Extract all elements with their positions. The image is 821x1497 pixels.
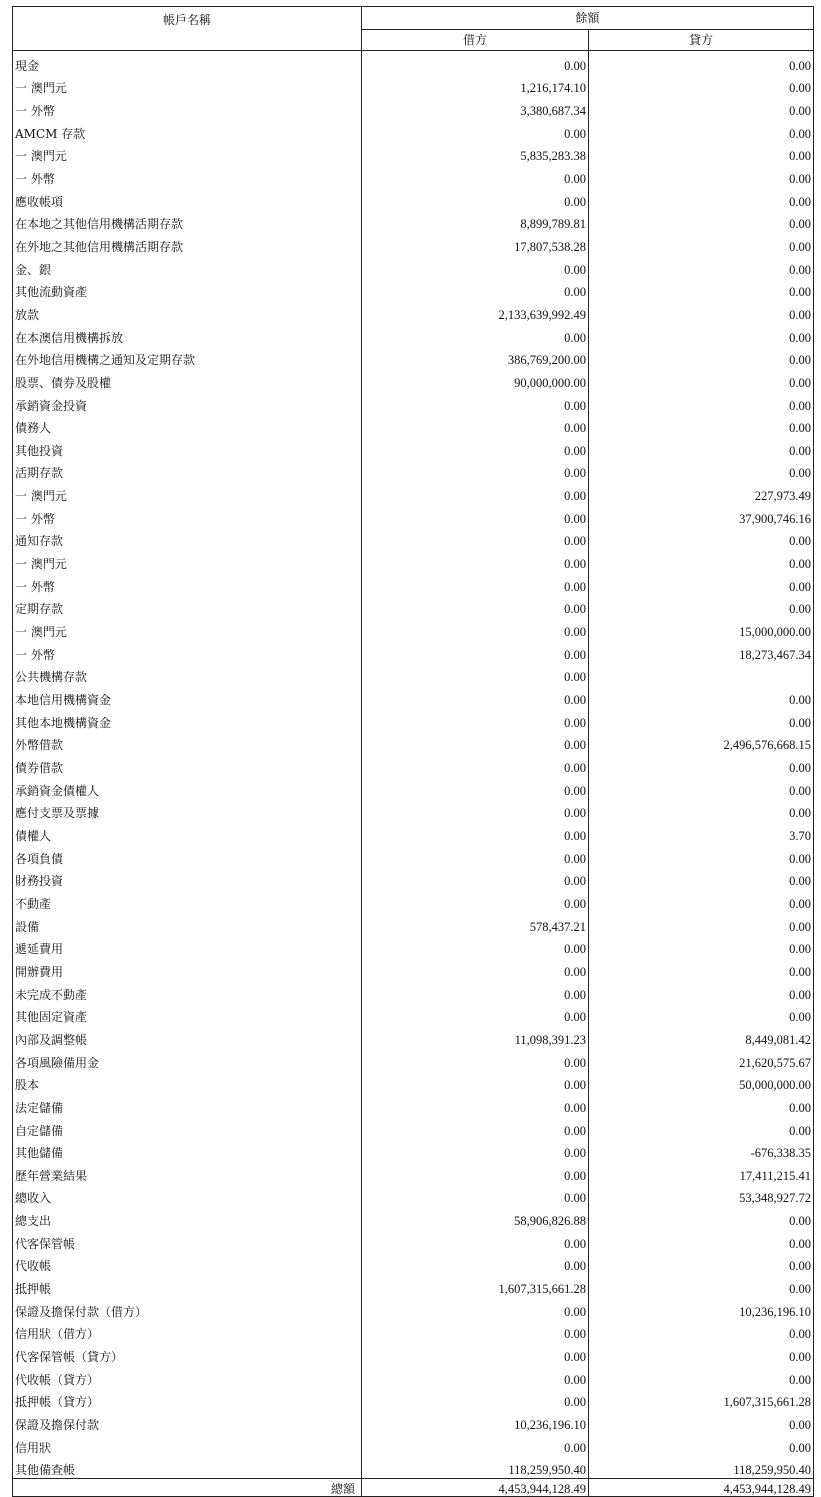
table-row (13, 799, 814, 822)
credit-cell: 0.00 (589, 255, 814, 278)
credit-cell: 0.00 (589, 74, 814, 97)
account-name-cell: 一 澳門元 (13, 481, 362, 504)
account-name-cell: 股本 (13, 1071, 362, 1094)
debit-cell: 5,835,283.38 (362, 142, 589, 165)
table-row (13, 572, 814, 595)
credit-cell: 0.00 (589, 210, 814, 233)
credit-cell: 0.00 (589, 232, 814, 255)
debit-cell: 0.00 (362, 1433, 589, 1456)
account-name-cell: 抵押帳 (13, 1274, 362, 1297)
debit-cell: 90,000,000.00 (362, 368, 589, 391)
table-row (13, 1184, 814, 1207)
total-row (13, 1479, 814, 1497)
table-row (13, 1388, 814, 1411)
credit-cell: 0.00 (589, 1116, 814, 1139)
table-row (13, 391, 814, 414)
debit-cell: 0.00 (362, 187, 589, 210)
table-row (13, 368, 814, 391)
table-row (13, 980, 814, 1003)
credit-cell: 0.00 (589, 527, 814, 550)
account-name-header: 帳戶名稱 (13, 7, 362, 51)
account-name-cell: AMCM 存款 (13, 119, 362, 142)
table-header (13, 7, 814, 51)
total-credit: 4,453,944,128.49 (589, 1479, 814, 1497)
table-row (13, 436, 814, 459)
debit-cell: 0.00 (362, 436, 589, 459)
debit-cell: 0.00 (362, 1116, 589, 1139)
table-row (13, 731, 814, 754)
table-row (13, 617, 814, 640)
table-row (13, 1048, 814, 1071)
table-row (13, 1071, 814, 1094)
credit-cell: 227,973.49 (589, 481, 814, 504)
account-name-cell: 在本澳信用機構拆放 (13, 323, 362, 346)
debit-cell: 0.00 (362, 1388, 589, 1411)
credit-cell: 0.00 (589, 1410, 814, 1433)
credit-cell: 0.00 (589, 1365, 814, 1388)
debit-header: 借方 (362, 30, 589, 51)
credit-cell: 0.00 (589, 708, 814, 731)
debit-cell: 0.00 (362, 1093, 589, 1116)
credit-cell: 0.00 (589, 1003, 814, 1026)
table-row (13, 1320, 814, 1343)
credit-cell: 10,236,196.10 (589, 1297, 814, 1320)
debit-cell: 0.00 (362, 1229, 589, 1252)
account-name-cell: 保證及擔保付款（借方） (13, 1297, 362, 1320)
debit-cell: 0.00 (362, 391, 589, 414)
account-name-cell: 一 外幣 (13, 164, 362, 187)
account-name-cell: 一 外幣 (13, 572, 362, 595)
debit-cell: 0.00 (362, 1320, 589, 1343)
account-name-cell: 信用狀 (13, 1433, 362, 1456)
trial-balance-sheet (12, 6, 813, 1497)
table-row (13, 323, 814, 346)
debit-cell: 0.00 (362, 1139, 589, 1162)
debit-cell: 0.00 (362, 255, 589, 278)
debit-cell: 3,380,687.34 (362, 96, 589, 119)
debit-cell: 0.00 (362, 821, 589, 844)
credit-cell: 0.00 (589, 1342, 814, 1365)
account-name-cell: 各項負債 (13, 844, 362, 867)
credit-header: 貸方 (589, 30, 814, 51)
account-name-cell: 信用狀（借方） (13, 1320, 362, 1343)
account-name-cell: 其他固定資產 (13, 1003, 362, 1026)
debit-cell: 0.00 (362, 527, 589, 550)
table-row (13, 1161, 814, 1184)
debit-cell: 0.00 (362, 1365, 589, 1388)
table-row (13, 1297, 814, 1320)
account-name-cell: 設備 (13, 912, 362, 935)
table-row (13, 1003, 814, 1026)
debit-cell: 0.00 (362, 935, 589, 958)
debit-cell: 0.00 (362, 572, 589, 595)
table-row (13, 1025, 814, 1048)
credit-cell: 0.00 (589, 96, 814, 119)
table-row (13, 935, 814, 958)
credit-cell: 0.00 (589, 323, 814, 346)
credit-cell: 0.00 (589, 1433, 814, 1456)
account-name-cell: 金、銀 (13, 255, 362, 278)
credit-cell: 2,496,576,668.15 (589, 731, 814, 754)
account-name-cell: 代客保管帳（貸方） (13, 1342, 362, 1365)
account-name-cell: 一 外幣 (13, 504, 362, 527)
credit-cell: 3.70 (589, 821, 814, 844)
account-name-cell: 其他流動資產 (13, 278, 362, 301)
debit-cell: 2,133,639,992.49 (362, 300, 589, 323)
table-row (13, 414, 814, 437)
account-name-cell: 應收帳項 (13, 187, 362, 210)
credit-cell: 15,000,000.00 (589, 617, 814, 640)
account-name-cell: 代收帳 (13, 1252, 362, 1275)
account-name-cell: 未完成不動產 (13, 980, 362, 1003)
table-row (13, 164, 814, 187)
account-name-cell: 一 澳門元 (13, 617, 362, 640)
account-name-cell: 定期存款 (13, 595, 362, 618)
debit-cell: 118,259,950.40 (362, 1456, 589, 1479)
credit-cell: 0.00 (589, 1252, 814, 1275)
credit-cell: 0.00 (589, 391, 814, 414)
debit-cell: 0.00 (362, 504, 589, 527)
table-row (13, 1139, 814, 1162)
account-name-cell: 一 外幣 (13, 640, 362, 663)
credit-cell: 0.00 (589, 1229, 814, 1252)
credit-cell: 0.00 (589, 799, 814, 822)
account-name-cell: 其他投資 (13, 436, 362, 459)
debit-cell: 0.00 (362, 867, 589, 890)
account-name-cell: 不動產 (13, 889, 362, 912)
credit-cell: 0.00 (589, 278, 814, 301)
total-label: 總額 (13, 1479, 362, 1497)
debit-cell: 0.00 (362, 776, 589, 799)
table-row (13, 867, 814, 890)
account-name-cell: 其他備查帳 (13, 1456, 362, 1479)
debit-cell: 0.00 (362, 323, 589, 346)
table-row (13, 459, 814, 482)
account-name-cell: 外幣借款 (13, 731, 362, 754)
table-row (13, 1093, 814, 1116)
account-name-cell: 財務投資 (13, 867, 362, 890)
credit-cell: 0.00 (589, 776, 814, 799)
credit-cell: 0.00 (589, 300, 814, 323)
debit-cell: 0.00 (362, 1184, 589, 1207)
table-row (13, 481, 814, 504)
table-row (13, 210, 814, 233)
account-name-cell: 抵押帳（貸方） (13, 1388, 362, 1411)
table-row (13, 51, 814, 74)
debit-cell: 0.00 (362, 731, 589, 754)
account-name-cell: 一 澳門元 (13, 74, 362, 97)
table-row (13, 595, 814, 618)
account-name-cell: 公共機構存款 (13, 663, 362, 686)
credit-cell: 0.00 (589, 957, 814, 980)
table-row (13, 685, 814, 708)
table-row (13, 1274, 814, 1297)
credit-cell: 0.00 (589, 436, 814, 459)
table-row (13, 889, 814, 912)
table-row (13, 119, 814, 142)
account-name-cell: 一 澳門元 (13, 549, 362, 572)
total-debit: 4,453,944,128.49 (362, 1479, 589, 1497)
table-row (13, 776, 814, 799)
credit-cell: 0.00 (589, 164, 814, 187)
credit-cell: 21,620,575.67 (589, 1048, 814, 1071)
table-row (13, 549, 814, 572)
debit-cell: 1,216,174.10 (362, 74, 589, 97)
credit-cell: 0.00 (589, 595, 814, 618)
account-name-cell: 承銷資金債權人 (13, 776, 362, 799)
account-name-cell: 放款 (13, 300, 362, 323)
account-name-cell: 其他儲備 (13, 1139, 362, 1162)
debit-cell: 0.00 (362, 844, 589, 867)
account-name-cell: 通知存款 (13, 527, 362, 550)
debit-cell: 0.00 (362, 1342, 589, 1365)
account-name-cell: 現金 (13, 51, 362, 74)
account-name-cell: 一 外幣 (13, 96, 362, 119)
debit-cell: 58,906,826.88 (362, 1206, 589, 1229)
table-row (13, 346, 814, 369)
account-name-cell: 在本地之其他信用機構活期存款 (13, 210, 362, 233)
debit-cell: 0.00 (362, 1252, 589, 1275)
account-name-cell: 代收帳（貸方） (13, 1365, 362, 1388)
table-row (13, 957, 814, 980)
credit-cell: 17,411,215.41 (589, 1161, 814, 1184)
debit-cell: 0.00 (362, 685, 589, 708)
account-name-cell: 代客保管帳 (13, 1229, 362, 1252)
credit-cell: 0.00 (589, 685, 814, 708)
debit-cell: 0.00 (362, 51, 589, 74)
debit-cell: 0.00 (362, 640, 589, 663)
account-name-cell: 歷年營業結果 (13, 1161, 362, 1184)
table-row (13, 1433, 814, 1456)
credit-cell: 0.00 (589, 572, 814, 595)
credit-cell: 0.00 (589, 935, 814, 958)
account-name-cell: 承銷資金投資 (13, 391, 362, 414)
credit-cell: 37,900,746.16 (589, 504, 814, 527)
credit-cell: 0.00 (589, 119, 814, 142)
credit-cell: 0.00 (589, 1320, 814, 1343)
account-name-cell: 股票、債券及股權 (13, 368, 362, 391)
table-row (13, 1342, 814, 1365)
debit-cell: 0.00 (362, 957, 589, 980)
debit-cell: 0.00 (362, 980, 589, 1003)
credit-cell: 0.00 (589, 844, 814, 867)
table-row (13, 504, 814, 527)
account-name-cell: 債券借款 (13, 753, 362, 776)
balance-table (12, 6, 814, 1497)
table-row (13, 640, 814, 663)
credit-cell: 0.00 (589, 549, 814, 572)
table-row (13, 187, 814, 210)
debit-cell: 0.00 (362, 708, 589, 731)
credit-cell: 0.00 (589, 1206, 814, 1229)
credit-cell: 0.00 (589, 753, 814, 776)
credit-cell: 50,000,000.00 (589, 1071, 814, 1094)
account-name-cell: 債權人 (13, 821, 362, 844)
debit-cell: 8,899,789.81 (362, 210, 589, 233)
table-body (13, 51, 814, 1479)
table-row (13, 753, 814, 776)
account-name-cell: 保證及擔保付款 (13, 1410, 362, 1433)
credit-cell: 0.00 (589, 459, 814, 482)
table-row (13, 1229, 814, 1252)
credit-cell: 0.00 (589, 346, 814, 369)
table-row (13, 1206, 814, 1229)
table-row (13, 912, 814, 935)
account-name-cell: 總支出 (13, 1206, 362, 1229)
account-name-cell: 自定儲備 (13, 1116, 362, 1139)
debit-cell: 0.00 (362, 481, 589, 504)
credit-cell: 0.00 (589, 1274, 814, 1297)
account-name-cell: 開辦費用 (13, 957, 362, 980)
credit-cell: 0.00 (589, 142, 814, 165)
table-row (13, 300, 814, 323)
credit-cell: 0.00 (589, 51, 814, 74)
account-name-cell: 總收入 (13, 1184, 362, 1207)
debit-cell: 386,769,200.00 (362, 346, 589, 369)
debit-cell: 0.00 (362, 1161, 589, 1184)
table-row (13, 1116, 814, 1139)
credit-cell: 53,348,927.72 (589, 1184, 814, 1207)
debit-cell: 0.00 (362, 459, 589, 482)
credit-cell: 0.00 (589, 414, 814, 437)
table-row (13, 527, 814, 550)
debit-cell: 0.00 (362, 617, 589, 640)
account-name-cell: 遞延費用 (13, 935, 362, 958)
credit-cell (589, 663, 814, 686)
credit-cell: 18,273,467.34 (589, 640, 814, 663)
debit-cell: 0.00 (362, 595, 589, 618)
debit-cell: 10,236,196.10 (362, 1410, 589, 1433)
debit-cell: 0.00 (362, 1003, 589, 1026)
table-row (13, 821, 814, 844)
debit-cell: 0.00 (362, 1048, 589, 1071)
credit-cell: 0.00 (589, 889, 814, 912)
debit-cell: 11,098,391.23 (362, 1025, 589, 1048)
account-name-cell: 一 澳門元 (13, 142, 362, 165)
credit-cell: 0.00 (589, 867, 814, 890)
account-name-cell: 債務人 (13, 414, 362, 437)
table-row (13, 663, 814, 686)
table-row (13, 1456, 814, 1479)
credit-cell: 8,449,081.42 (589, 1025, 814, 1048)
debit-cell: 0.00 (362, 663, 589, 686)
debit-cell: 17,807,538.28 (362, 232, 589, 255)
account-name-cell: 在外地信用機構之通知及定期存款 (13, 346, 362, 369)
table-footer (13, 1479, 814, 1497)
account-name-cell: 其他本地機構資金 (13, 708, 362, 731)
account-name-cell: 內部及調整帳 (13, 1025, 362, 1048)
credit-cell: 0.00 (589, 912, 814, 935)
account-name-cell: 本地信用機構資金 (13, 685, 362, 708)
table-row (13, 844, 814, 867)
table-row (13, 708, 814, 731)
table-row (13, 1252, 814, 1275)
credit-cell: 118,259,950.40 (589, 1456, 814, 1479)
account-name-cell: 活期存款 (13, 459, 362, 482)
debit-cell: 0.00 (362, 549, 589, 572)
debit-cell: 0.00 (362, 414, 589, 437)
credit-cell: 0.00 (589, 980, 814, 1003)
debit-cell: 578,437.21 (362, 912, 589, 935)
debit-cell: 0.00 (362, 799, 589, 822)
debit-cell: 0.00 (362, 278, 589, 301)
table-row (13, 96, 814, 119)
table-row (13, 1365, 814, 1388)
credit-cell: 0.00 (589, 187, 814, 210)
account-name-cell: 法定儲備 (13, 1093, 362, 1116)
credit-cell: 0.00 (589, 368, 814, 391)
table-row (13, 232, 814, 255)
debit-cell: 0.00 (362, 1071, 589, 1094)
table-row (13, 1410, 814, 1433)
table-row (13, 278, 814, 301)
debit-cell: 0.00 (362, 164, 589, 187)
debit-cell: 0.00 (362, 119, 589, 142)
credit-cell: -676,338.35 (589, 1139, 814, 1162)
table-row (13, 74, 814, 97)
table-row (13, 255, 814, 278)
debit-cell: 0.00 (362, 889, 589, 912)
credit-cell: 0.00 (589, 1093, 814, 1116)
debit-cell: 1,607,315,661.28 (362, 1274, 589, 1297)
credit-cell: 1,607,315,661.28 (589, 1388, 814, 1411)
table-row (13, 142, 814, 165)
account-name-cell: 應付支票及票據 (13, 799, 362, 822)
debit-cell: 0.00 (362, 1297, 589, 1320)
account-name-cell: 在外地之其他信用機構活期存款 (13, 232, 362, 255)
debit-cell: 0.00 (362, 753, 589, 776)
balance-header: 餘額 (362, 7, 814, 30)
account-name-cell: 各項風險備用金 (13, 1048, 362, 1071)
